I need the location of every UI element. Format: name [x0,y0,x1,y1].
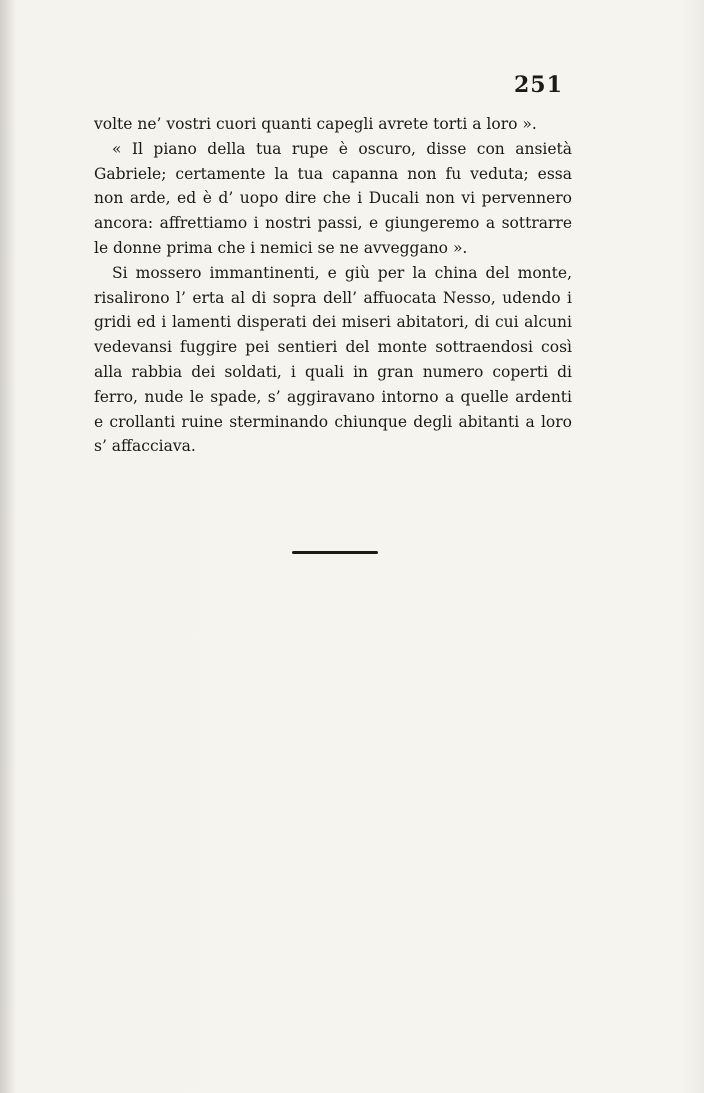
paragraph-2: « Il piano della tua rupe è oscuro, disse con ansietà Gabriele; certamente la tua capanna non fu veduta; essa non arde, ed è d’ uopo dire che i Ducali non vi pervennero ancora: affrettiamo i nostri passi, e giungeremo a sottrarre le donne prima che i nemici se ne avveggano ». [94,139,572,257]
body-text [94,112,572,459]
page-gutter-shadow [0,0,16,1093]
paragraph-3: Si mossero immantinenti, e giù per la china del monte, risalirono l’ erta al di sopra dell’ affuocata Nesso, udendo i gridi ed i lamenti disperati dei miseri abitatori, di cui alcuni vedevansi fuggire pei sentieri del monte sottraendosi così alla rabbia dei soldati, i quali in gran numero coperti di ferro, nude le spade, s’ aggiravano intorno a quelle ardenti e crollanti ruine sterminando chiunque degli abitanti a loro s’ affacciava. [94,263,572,456]
section-end-rule [292,551,378,554]
paragraph-1: volte ne’ vostri cuori quanti capegli avrete torti a loro ». [94,115,537,133]
page-number: 251 [514,72,563,98]
